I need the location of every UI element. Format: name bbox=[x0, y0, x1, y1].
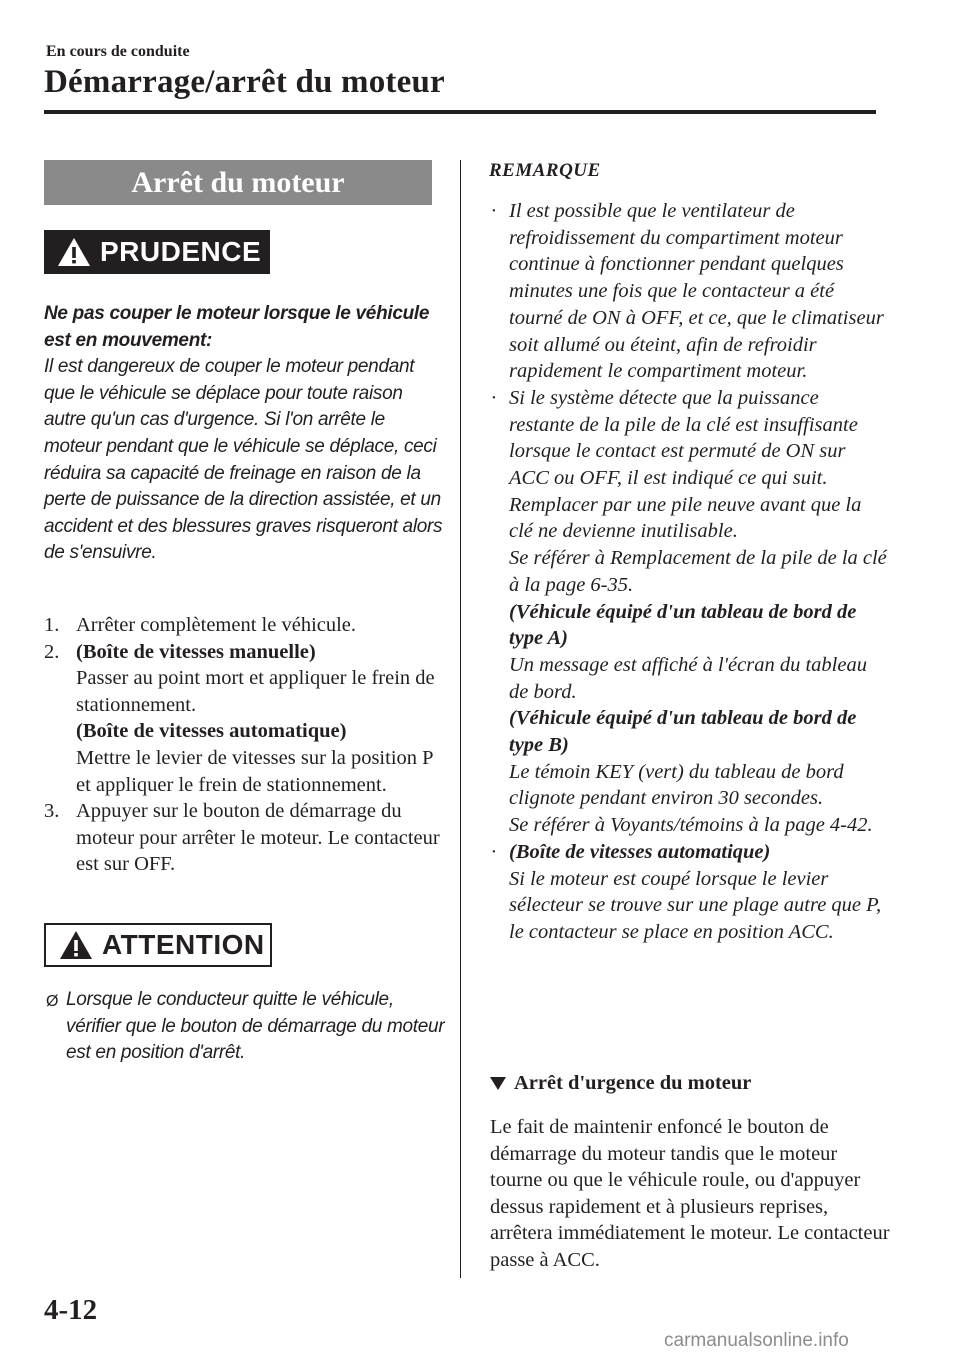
prudence-label: PRUDENCE bbox=[100, 236, 262, 267]
remarque-list bbox=[489, 198, 889, 946]
list-item bbox=[489, 385, 889, 839]
type-a-heading: (Véhicule équipé d'un tableau de bord de type A) bbox=[509, 600, 857, 650]
triangle-down-icon bbox=[490, 1077, 506, 1090]
prudence-heading: Ne pas couper le moteur lorsque le véhicule est en mouvement: bbox=[44, 303, 430, 351]
prudence-text bbox=[44, 301, 444, 567]
prudence-box bbox=[44, 230, 270, 274]
warning-triangle-icon bbox=[58, 929, 94, 961]
prudence-body: Il est dangereux de couper le moteur pendant que le véhicule se déplace pour toute raison autre qu'un cas d'urgence. Si l'on arrête le moteur pendant que le véhicule se déplace, ceci réduira sa capacité de freinage en raison de la perte de puissance de la direction assistée, et un accident et des blessures graves risqueront alors de s'ensuivre. bbox=[44, 356, 443, 564]
page-title: Démarrage/arrêt du moteur bbox=[44, 64, 445, 100]
step-number: 2. bbox=[44, 640, 60, 663]
section-title-banner bbox=[44, 160, 432, 205]
warning-triangle-icon bbox=[56, 236, 92, 268]
type-b-ref: Se référer à Voyants/témoins à la page 4-42. bbox=[509, 814, 873, 837]
type-b-heading: (Véhicule équipé d'un tableau de bord de type B) bbox=[509, 707, 857, 757]
type-b-text: Le témoin KEY (vert) du tableau de bord clignote pendant environ 30 secondes. bbox=[509, 760, 844, 810]
emergency-heading-text: Arrêt d'urgence du moteur bbox=[514, 1072, 752, 1094]
remarque-item-1: Il est possible que le ventilateur de refroidissement du compartiment moteur continue à fonctionner pendant quelques minutes une fois que le contacteur a été tourné de ON à OFF, et ce, que le climatiseur soit allumé ou éteint, afin de refroidir rapidement le compartiment moteur. bbox=[509, 200, 884, 383]
watermark: carmanualsonline.info bbox=[664, 1330, 849, 1351]
step-number: 3. bbox=[44, 800, 60, 823]
arrow-bullet-icon: Ø bbox=[46, 993, 59, 1010]
list-item bbox=[489, 839, 889, 946]
list-item bbox=[489, 198, 889, 385]
chapter-label: En cours de conduite bbox=[46, 43, 190, 60]
list-item bbox=[44, 639, 444, 799]
list-item bbox=[44, 612, 444, 639]
bullet-dot: · bbox=[491, 200, 497, 222]
section-title: Arrêt du moteur bbox=[131, 165, 345, 199]
attention-label: ATTENTION bbox=[102, 929, 265, 960]
automatic-text: Mettre le levier de vitesses sur la position P et appliquer le frein de stationnement. bbox=[76, 746, 433, 796]
remarque-item-2-ref: Se référer à Remplacement de la pile de la clé à la page 6-35. bbox=[509, 547, 887, 596]
bullet-dot: · bbox=[491, 386, 497, 409]
bullet-dot: · bbox=[491, 840, 497, 863]
attention-box bbox=[44, 923, 272, 967]
column-divider bbox=[460, 160, 461, 1278]
type-a-text: Un message est affiché à l'écran du tableau de bord. bbox=[509, 653, 867, 703]
steps-list bbox=[44, 612, 444, 878]
attention-text bbox=[46, 987, 446, 1067]
step-number: 1. bbox=[44, 614, 60, 636]
page-number: 4-12 bbox=[44, 1294, 98, 1326]
emergency-heading bbox=[490, 1072, 751, 1095]
remarque-item-2-replace: Remplacer par une pile neuve avant que la clé ne devienne inutilisable. bbox=[509, 493, 862, 543]
emergency-text: Le fait de maintenir enfoncé le bouton de démarrage du moteur tandis que le moteur tourne ou que le véhicule roule, ou d'appuyer dessus rapidement et à plusieurs reprises, arrêtera immédiatement le moteur. Le contacteur passe à ACC. bbox=[490, 1116, 890, 1271]
step-text: Appuyer sur le bouton de démarrage du moteur pour arrêter le moteur. Le contacteur est sur OFF. bbox=[76, 800, 440, 876]
manual-text: Passer au point mort et appliquer le frein de stationnement. bbox=[76, 667, 435, 716]
header-rule bbox=[44, 110, 876, 114]
attention-item: Lorsque le conducteur quitte le véhicule, vérifier que le bouton de démarrage du moteur est en position d'arrêt. bbox=[66, 989, 445, 1064]
step-text: Arrêter complètement le véhicule. bbox=[76, 614, 357, 636]
list-item bbox=[44, 798, 444, 878]
remarque-item-3-text: Si le moteur est coupé lorsque le levier sélecteur se trouve sur une plage autre que P, le contacteur se place en position ACC. bbox=[509, 867, 882, 943]
manual-heading: (Boîte de vitesses manuelle) bbox=[76, 640, 316, 663]
remarque-heading: REMARQUE bbox=[489, 160, 601, 181]
remarque-item-2-intro: Si le système détecte que la puissance restante de la pile de la clé est insuffisante lorsque le contact est permuté de ON sur ACC ou OFF, il est indiqué ce qui suit. bbox=[509, 386, 858, 490]
remarque-item-3-heading: (Boîte de vitesses automatique) bbox=[509, 840, 771, 863]
automatic-heading: (Boîte de vitesses automatique) bbox=[76, 720, 347, 743]
list-item bbox=[46, 987, 446, 1067]
